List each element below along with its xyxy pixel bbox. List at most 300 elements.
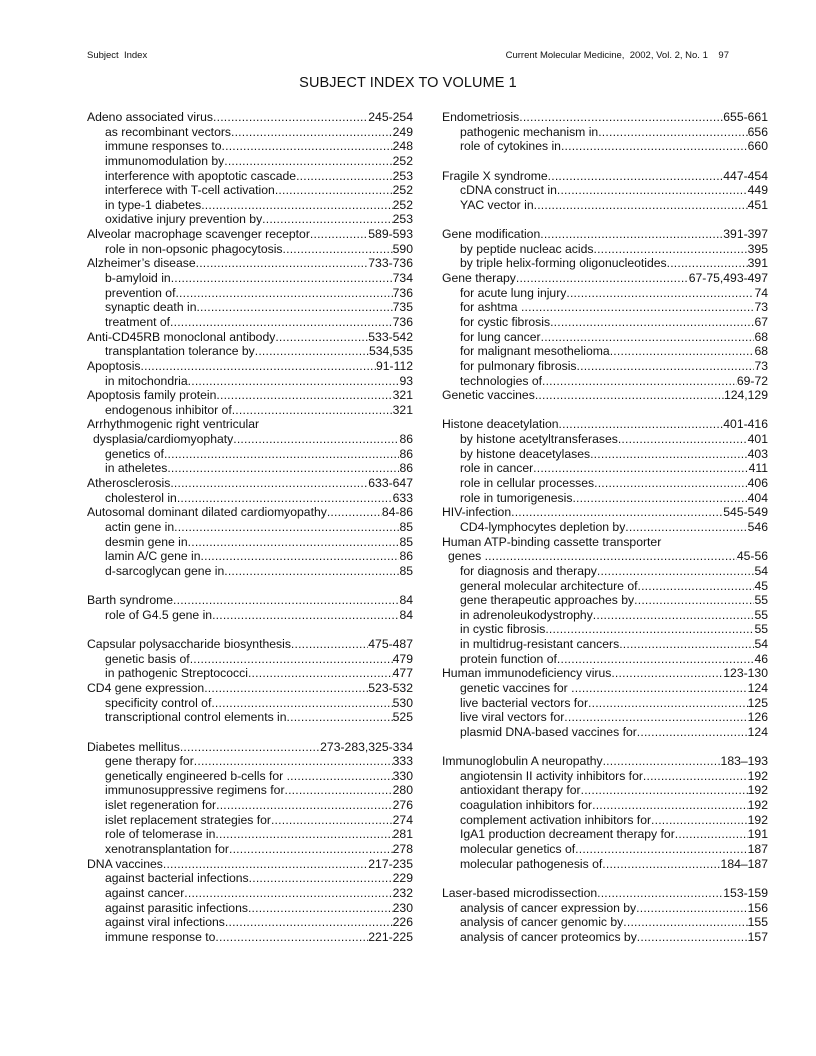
index-subentry [87, 520, 413, 535]
page-reference: 191 [747, 827, 768, 842]
index-entry [442, 110, 768, 125]
page-reference: 192 [747, 798, 768, 813]
page-reference: 73 [754, 358, 768, 373]
index-term: in pathogenic Streptococci [105, 666, 248, 681]
index-term: against viral infections [105, 915, 225, 930]
dot-leader [577, 359, 755, 374]
page-reference: 735 [392, 300, 413, 315]
index-subentry [87, 154, 413, 169]
index-term: in cystic fibrosis [460, 622, 546, 637]
blank-line [442, 403, 768, 418]
index-term: role in tumorigenesis [460, 490, 573, 505]
index-term: for cystic fibrosis [460, 314, 551, 329]
index-term: by triple helix-forming oligonucleotides [460, 256, 667, 271]
blank-line [442, 212, 768, 227]
dot-leader [225, 915, 393, 930]
dot-leader [291, 637, 368, 652]
index-entry [87, 110, 413, 125]
page-reference: 85 [399, 563, 413, 578]
dot-leader [557, 652, 755, 667]
index-term: IgA1 production decreament therapy for [460, 827, 675, 842]
page-reference: 54 [754, 563, 768, 578]
index-subentry [87, 710, 413, 725]
page-reference: 124,129 [723, 388, 768, 403]
page-reference: 157 [747, 929, 768, 944]
page-reference: 230 [392, 900, 413, 915]
index-subentry [442, 813, 768, 828]
index-subentry [87, 783, 413, 798]
index-subentry [87, 769, 413, 784]
index-subentry [87, 125, 413, 140]
page-reference: 451 [747, 197, 768, 212]
dot-leader [550, 315, 754, 330]
index-entry [442, 227, 768, 242]
index-term: prevention of [105, 285, 176, 300]
index-subentry [442, 359, 768, 374]
page-reference: 73 [754, 300, 768, 315]
index-subentry [87, 212, 413, 227]
page-reference: 67 [754, 314, 768, 329]
dot-leader [163, 857, 368, 872]
index-entry [87, 857, 413, 872]
page-reference: 183–193 [720, 754, 768, 769]
page-reference: 589-593 [368, 227, 413, 242]
running-head-right: Current Molecular Medicine, 2002, Vol. 2, No. 1 97 [505, 50, 729, 61]
dot-leader [651, 813, 748, 828]
index-term: gene therapeutic approaches by [460, 593, 635, 608]
dot-leader [516, 271, 689, 286]
page-reference: 85 [399, 519, 413, 534]
index-term: for lung cancer [460, 329, 541, 344]
index-term: treatment of [105, 314, 171, 329]
index-subentry [87, 549, 413, 564]
dot-leader [564, 710, 747, 725]
index-term: Gene modification [442, 227, 541, 242]
page-reference: 321 [392, 402, 413, 417]
page-reference: 55 [754, 607, 768, 622]
dot-leader [638, 579, 755, 594]
index-term: analysis of cancer proteomics by [460, 929, 637, 944]
page-reference: 252 [392, 153, 413, 168]
index-subentry [442, 330, 768, 345]
index-term: in type-1 diabetes [105, 197, 202, 212]
index-term: in atheletes [105, 461, 168, 476]
dot-leader [571, 681, 748, 696]
index-term: angiotensin II activity inhibitors for [460, 768, 643, 783]
dot-leader [561, 139, 748, 154]
index-subentry [442, 725, 768, 740]
page-reference: 733-736 [368, 256, 413, 271]
index-term: lamin A/C gene in [105, 549, 201, 564]
dot-leader [548, 169, 724, 184]
index-subentry [87, 374, 413, 389]
dot-leader [216, 798, 393, 813]
dot-leader [541, 330, 755, 345]
page-reference: 93 [399, 373, 413, 388]
index-term: in adrenoleukodystrophy [460, 607, 593, 622]
index-term: Apoptosis family protein [87, 388, 217, 403]
dot-leader [542, 374, 737, 389]
dot-leader [275, 183, 393, 198]
page-reference: 86 [399, 461, 413, 476]
page-reference: 245-254 [368, 110, 413, 124]
index-term: Laser-based microdissection [442, 885, 598, 900]
page-reference: 248 [392, 139, 413, 154]
page-reference: 86 [399, 549, 413, 564]
dot-leader [204, 681, 368, 696]
index-subentry [442, 827, 768, 842]
page-reference: 124 [747, 724, 768, 739]
index-subentry [442, 593, 768, 608]
index-term: oxidative injury prevention by [105, 212, 263, 227]
index-subentry [87, 754, 413, 769]
page-reference: 736 [392, 285, 413, 300]
dot-leader [190, 652, 393, 667]
index-term: as recombinant vectors [105, 124, 231, 139]
index-subentry [442, 491, 768, 506]
page-reference: 401-416 [723, 417, 768, 432]
blank-line [442, 871, 768, 886]
dot-leader [637, 930, 748, 945]
index-subentry [87, 242, 413, 257]
index-subentry [87, 286, 413, 301]
page-reference: 67-75,493-497 [688, 271, 768, 286]
index-subentry [87, 901, 413, 916]
page-reference: 276 [392, 798, 413, 813]
dot-leader [188, 374, 400, 389]
dot-leader [287, 769, 393, 784]
dot-leader [249, 871, 393, 886]
index-term: coagulation inhibitors for [460, 798, 593, 813]
index-term: interferece with T-cell activation [105, 183, 275, 198]
index-entry [87, 476, 413, 491]
index-term: for ashtma [460, 300, 521, 315]
index-subentry [442, 857, 768, 872]
index-term: dysplasia/cardiomyophaty [93, 432, 234, 447]
dot-leader [572, 491, 747, 506]
index-term: Apoptosis [87, 358, 141, 373]
index-subentry [442, 798, 768, 813]
index-term: Immunoglobulin A neuropathy [442, 754, 603, 769]
page-title: SUBJECT INDEX TO VOLUME 1 [299, 75, 517, 91]
page-reference: 68 [754, 344, 768, 359]
index-term: xenotransplantation for [105, 842, 229, 857]
dot-leader [603, 754, 721, 769]
index-subentry [87, 447, 413, 462]
page-reference: 86 [399, 432, 413, 447]
dot-leader [255, 344, 369, 359]
index-subentry [87, 930, 413, 945]
dot-leader [559, 417, 724, 432]
running-head-left: Subject Index [87, 50, 148, 61]
page-reference: 253 [392, 212, 413, 227]
index-subentry [442, 769, 768, 784]
index-subentry [442, 300, 768, 315]
page-reference: 330 [392, 768, 413, 783]
index-term: Alzheimer’s disease [87, 256, 196, 271]
index-subentry [442, 374, 768, 389]
page-reference: 45 [754, 578, 768, 593]
index-term: Barth syndrome [87, 593, 174, 608]
index-subentry [442, 696, 768, 711]
page-reference: 84-86 [381, 505, 413, 520]
index-term: antioxidant therapy for [460, 783, 581, 798]
dot-leader [557, 183, 748, 198]
dot-leader [233, 432, 399, 447]
page-reference: 447-454 [723, 168, 768, 183]
index-subentry [442, 520, 768, 535]
index-term: for pulmonary fibrosis [460, 358, 577, 373]
index-term: technologies of [460, 373, 542, 388]
index-term: b-amyloid in [105, 271, 171, 286]
index-subentry [442, 710, 768, 725]
dot-leader [634, 593, 754, 608]
index-subentry [442, 579, 768, 594]
page-reference: 525 [392, 710, 413, 725]
index-subentry [442, 637, 768, 652]
page-reference: 533-542 [368, 329, 413, 344]
page-reference: 45-56 [736, 549, 768, 564]
dot-leader [171, 271, 393, 286]
index-term: live viral vectors for [460, 710, 565, 725]
page-reference: 192 [747, 812, 768, 827]
dot-leader [232, 403, 393, 418]
index-subentry [442, 608, 768, 623]
index-subentry [442, 447, 768, 462]
index-subentry [87, 886, 413, 901]
index-term: molecular pathogenesis of [460, 856, 603, 871]
index-entry [442, 271, 768, 286]
index-term: synaptic death in [105, 300, 197, 315]
dot-leader [597, 886, 723, 901]
index-subentry [442, 681, 768, 696]
index-term: interference with apoptotic cascade [105, 168, 297, 183]
dot-leader [211, 696, 392, 711]
dot-leader [275, 330, 368, 345]
page-reference: 252 [392, 197, 413, 212]
index-term: actin gene in [105, 519, 175, 534]
dot-leader [575, 842, 747, 857]
dot-leader [535, 388, 724, 403]
page-reference: 736 [392, 314, 413, 329]
dot-leader [164, 447, 399, 462]
index-entry [87, 681, 413, 696]
index-subentry [87, 344, 413, 359]
dot-leader [285, 783, 393, 798]
page-reference: 221-225 [368, 929, 413, 944]
index-subentry [87, 915, 413, 930]
index-entry [87, 637, 413, 652]
dot-leader [625, 520, 747, 535]
blank-line [87, 622, 413, 637]
index-term: Anti-CD45RB monoclonal antibody [87, 329, 276, 344]
index-term: role of cytokines in [460, 139, 561, 154]
index-subentry [442, 783, 768, 798]
page-reference: 401 [747, 432, 768, 447]
index-subentry [87, 608, 413, 623]
index-term: against bacterial infections [105, 871, 249, 886]
index-entry [442, 388, 768, 403]
index-subentry [87, 183, 413, 198]
index-term: by peptide nucleac acids [460, 241, 594, 256]
index-subentry [87, 535, 413, 550]
dot-leader [519, 110, 723, 125]
index-term: complement activation inhibitors for [460, 812, 652, 827]
index-term: molecular genetics of [460, 842, 576, 857]
page-reference: 475-487 [368, 637, 413, 652]
dot-leader [566, 286, 754, 301]
dot-leader [593, 242, 747, 257]
index-subentry [87, 271, 413, 286]
index-entry [442, 535, 768, 550]
index-term: islet replacement strategies for [105, 812, 271, 827]
page-reference: 253 [392, 168, 413, 183]
index-subentry [442, 198, 768, 213]
dot-leader [196, 256, 369, 271]
dot-leader [637, 725, 748, 740]
index-subentry [87, 827, 413, 842]
dot-leader [222, 139, 393, 154]
page-reference: 534,535 [368, 344, 413, 359]
dot-leader [201, 198, 392, 213]
index-term: Human immunodeficiency virus [442, 666, 612, 681]
dot-leader [594, 476, 748, 491]
page-reference: 655-661 [723, 110, 768, 124]
index-term: role of telomerase in [105, 827, 216, 842]
page-reference: 229 [392, 871, 413, 886]
page-reference: 187 [747, 842, 768, 857]
index-subentry [87, 315, 413, 330]
index-term: islet regeneration for [105, 798, 217, 813]
index-term: Atherosclerosis [87, 476, 171, 491]
dot-leader [283, 242, 393, 257]
index-term: analysis of cancer expression by [460, 900, 637, 915]
index-subentry [442, 652, 768, 667]
index-term: immunomodulation by [105, 153, 225, 168]
index-entry-continuation [87, 432, 413, 447]
dot-leader [215, 827, 392, 842]
index-subentry [442, 344, 768, 359]
page-reference: 477 [392, 666, 413, 681]
dot-leader [611, 666, 723, 681]
index-subentry [87, 461, 413, 476]
index-subentry [442, 242, 768, 257]
page-reference: 126 [747, 710, 768, 725]
index-subentry [87, 403, 413, 418]
dot-leader [224, 154, 392, 169]
dot-leader [327, 505, 382, 520]
page-reference: 68 [754, 329, 768, 344]
dot-leader [675, 827, 748, 842]
dot-leader [174, 520, 399, 535]
index-subentry [442, 432, 768, 447]
index-entry [442, 886, 768, 901]
page-reference: 155 [747, 915, 768, 930]
dot-leader [271, 813, 393, 828]
dot-leader [177, 491, 393, 506]
index-subentry [87, 198, 413, 213]
index-term: transplantation tolerance by [105, 344, 255, 359]
dot-leader [540, 227, 723, 242]
dot-leader [180, 740, 320, 755]
dot-leader [618, 432, 748, 447]
blank-line [442, 154, 768, 169]
page-reference: 192 [747, 783, 768, 798]
index-subentry [87, 652, 413, 667]
index-subentry [442, 930, 768, 945]
index-entry [87, 256, 413, 271]
index-subentry [442, 256, 768, 271]
index-entry [87, 740, 413, 755]
page-reference: 395 [747, 241, 768, 256]
index-subentry [87, 169, 413, 184]
index-term: analysis of cancer genomic by [460, 915, 624, 930]
dot-leader [184, 886, 392, 901]
dot-leader [229, 842, 393, 857]
index-term: HIV-infection [442, 505, 512, 520]
page-reference: 280 [392, 783, 413, 798]
index-term: Gene therapy [442, 271, 516, 286]
dot-leader [602, 857, 720, 872]
index-term: DNA vaccines [87, 856, 163, 871]
index-term: genetic basis of [105, 651, 190, 666]
index-subentry [87, 798, 413, 813]
dot-leader [194, 754, 393, 769]
index-term: in mitochondria [105, 373, 188, 388]
index-entry [87, 388, 413, 403]
dot-leader [224, 564, 399, 579]
page-reference: 530 [392, 695, 413, 710]
page-reference: 153-159 [723, 885, 768, 900]
page-reference: 91-112 [375, 358, 413, 373]
dot-leader [141, 359, 376, 374]
dot-leader [216, 388, 392, 403]
index-entry [442, 169, 768, 184]
page-reference: 590 [392, 241, 413, 256]
dot-leader [636, 901, 748, 916]
page-reference: 46 [754, 651, 768, 666]
index-term: against cancer [105, 885, 185, 900]
index-term: immune response to [105, 929, 216, 944]
page-reference: 125 [747, 695, 768, 710]
index-term: Capsular polysaccharide biosynthesis [87, 637, 291, 652]
index-subentry [442, 139, 768, 154]
index-entry [442, 666, 768, 681]
index-subentry [87, 139, 413, 154]
index-term: immunosuppressive regimens for [105, 783, 285, 798]
page-reference: 74 [754, 285, 768, 300]
index-term: by histone deacetylases [460, 446, 591, 461]
index-term: cholesterol in [105, 490, 177, 505]
index-subentry [87, 871, 413, 886]
index-term: Diabetes mellitus [87, 739, 180, 754]
dot-leader [545, 622, 754, 637]
page-reference: 278 [392, 842, 413, 857]
page-reference: 226 [392, 915, 413, 930]
index-subentry [442, 286, 768, 301]
index-term: role in cellular processes [460, 476, 595, 491]
index-column-right [442, 110, 768, 945]
index-term: for malignant mesothelioma [460, 344, 610, 359]
index-subentry [442, 842, 768, 857]
index-term: Histone deacetylation [442, 417, 559, 432]
index-subentry [442, 125, 768, 140]
dot-leader [485, 549, 737, 564]
index-entry [87, 593, 413, 608]
index-term: against parasitic infections [105, 900, 248, 915]
index-term: genetic vaccines for [460, 680, 572, 695]
index-term: Arrhythmogenic right ventricular [87, 417, 260, 432]
